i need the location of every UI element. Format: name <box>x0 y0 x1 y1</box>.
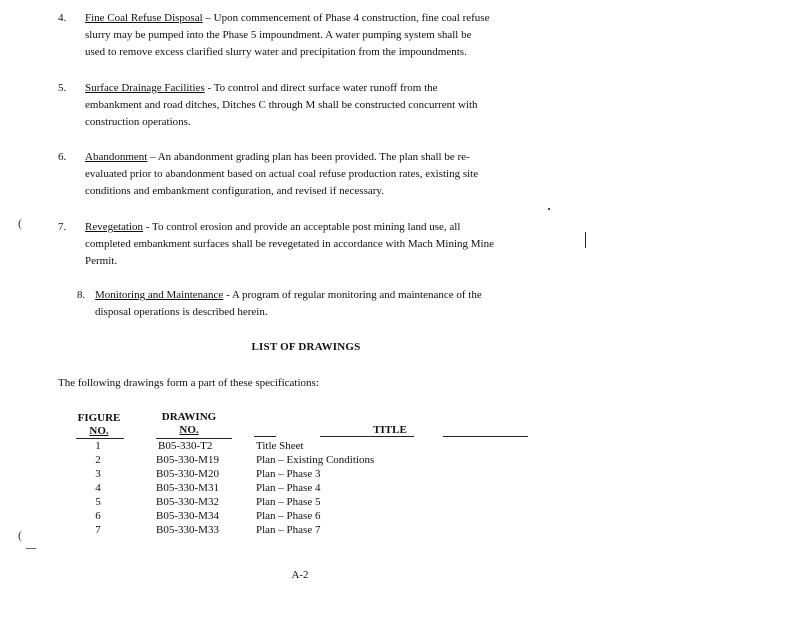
item-text-line: construction operations. <box>85 116 191 128</box>
header-rule-figure <box>76 438 124 439</box>
cell-figure: 1 <box>95 440 101 452</box>
cell-figure: 7 <box>95 524 101 536</box>
item-title: Fine Coal Refuse Disposal <box>85 12 203 24</box>
item-text-line: Revegetation - To control erosion and provide an acceptable post mining land use, all <box>85 221 461 233</box>
cell-title: Plan – Phase 3 <box>256 468 321 480</box>
list-of-drawings-heading: LIST OF DRAWINGS <box>251 341 361 353</box>
cell-title: Plan – Phase 6 <box>256 510 321 522</box>
cell-drawing: B05-330-M34 <box>156 510 219 522</box>
item-text-line: Permit. <box>85 255 118 267</box>
cell-title: Title Sheet <box>256 440 304 452</box>
item-text-line: used to remove excess clarified slurry water and precipitation from the impoundments. <box>85 46 467 58</box>
cell-figure: 2 <box>95 454 101 466</box>
item-text-line: disposal operations is described herein. <box>95 306 268 318</box>
cell-figure: 5 <box>95 496 101 508</box>
margin-mark <box>26 548 36 549</box>
cell-drawing: B05-330-M20 <box>156 468 219 480</box>
item-title: Monitoring and Maintenance <box>95 289 224 301</box>
item-title: Abandonment <box>85 151 148 163</box>
item-text-line: Abandonment – An abandonment grading plan has been provided. The plan shall be re- <box>85 151 470 163</box>
cell-title: Plan – Existing Conditions <box>256 454 375 466</box>
item-text-line: completed embankment surfaces shall be revegetated in accordance with Mach Mining Mine <box>85 238 494 250</box>
cell-title: Plan – Phase 7 <box>256 524 321 536</box>
col-header-drawing: DRAWING NO. <box>161 411 217 436</box>
cell-drawing: B05-330-T2 <box>158 440 213 452</box>
cell-drawing: B05-330-M32 <box>156 496 219 508</box>
margin-mark: ( <box>18 528 22 542</box>
cell-figure: 6 <box>95 510 101 522</box>
col-header-figure: FIGURE NO. <box>77 412 121 437</box>
item-text-line: embankment and road ditches, Ditches C through M shall be constructed concurrent with <box>85 99 478 111</box>
col-header-title: TITLE <box>373 424 407 436</box>
cell-title: Plan – Phase 4 <box>256 482 321 494</box>
cell-figure: 3 <box>95 468 101 480</box>
header-rule-title-left <box>254 436 276 437</box>
item-number: 5. <box>58 82 67 94</box>
page-number: A-2 <box>291 569 309 581</box>
item-number: 6. <box>58 151 67 163</box>
item-number: 8. <box>77 289 86 301</box>
cell-drawing: B05-330-M31 <box>156 482 219 494</box>
header-rule-drawing <box>156 438 232 439</box>
margin-mark: ( <box>18 216 22 230</box>
item-text-line: conditions and embankment configuration, and revised if necessary. <box>85 185 384 197</box>
margin-bar <box>585 232 586 248</box>
header-rule-title-mid <box>320 436 414 437</box>
cell-figure: 4 <box>95 482 101 494</box>
drawings-intro: The following drawings form a part of these specifications: <box>58 377 319 389</box>
item-title: Surface Drainage Facilities <box>85 82 205 94</box>
item-number: 4. <box>58 12 67 24</box>
scan-speck <box>548 208 550 210</box>
item-number: 7. <box>58 221 67 233</box>
cell-drawing: B05-330-M19 <box>156 454 219 466</box>
item-text-line: Monitoring and Maintenance - A program of regular monitoring and maintenance of the <box>95 289 482 301</box>
item-text-line: Surface Drainage Facilities - To control and direct surface water runoff from the <box>85 82 438 94</box>
item-text-line: evaluated prior to abandonment based on actual coal refuse production rates, existing site <box>85 168 479 180</box>
item-text-line: Fine Coal Refuse Disposal – Upon commencement of Phase 4 construction, fine coal refuse <box>85 12 490 24</box>
item-title: Revegetation <box>85 221 144 233</box>
cell-drawing: B05-330-M33 <box>156 524 219 536</box>
cell-title: Plan – Phase 5 <box>256 496 321 508</box>
header-rule-title-right <box>443 436 528 437</box>
item-text-line: slurry may be pumped into the Phase 5 impoundment. A water pumping system shall be <box>85 29 472 41</box>
